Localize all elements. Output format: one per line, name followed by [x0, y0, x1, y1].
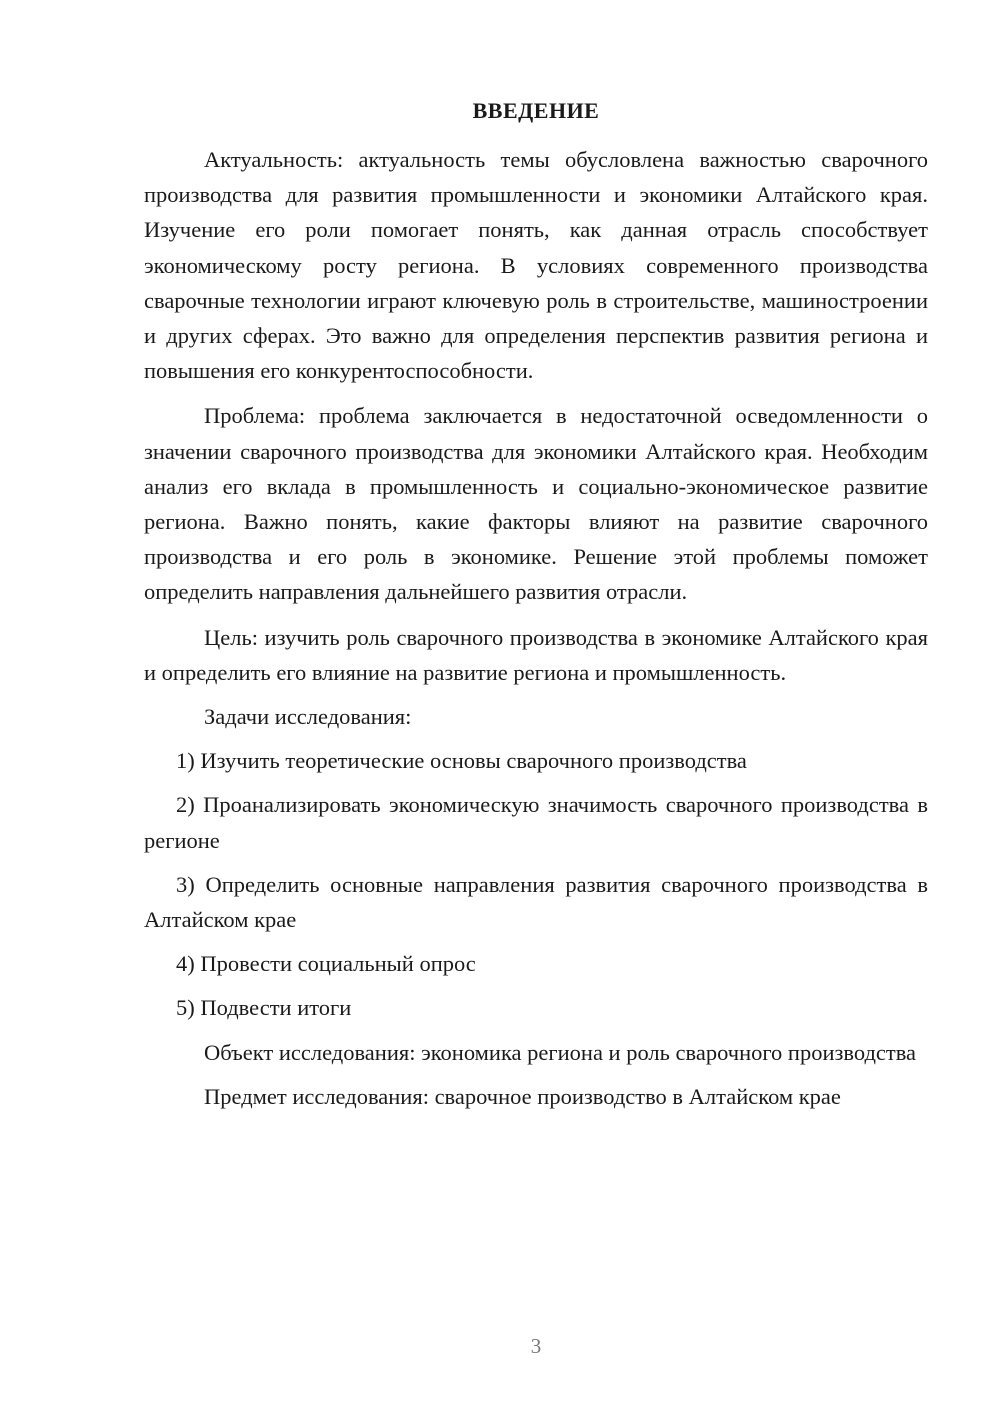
- document-page: [144, 0, 928, 1414]
- tasks-title: Задачи исследования:: [204, 704, 412, 730]
- task-item: 1) Изучить теоретические основы сварочного производства: [176, 748, 747, 774]
- goal-paragraph: Цель: изучить роль сварочного производства в экономике Алтайского края и определить его влияние на развитие региона и промышленность.: [144, 624, 928, 685]
- task-item: 5) Подвести итоги: [176, 995, 352, 1021]
- relevance-paragraph: Актуальность: актуальность темы обусловлена важностью сварочного производства для развития промышленности и экономики Алтайского края. Изучение его роли помогает понять, как данная отрасль способствует экономическому росту региона. В условиях современного производства сварочные технологии играют ключевую роль в строительстве, машиностроении и других сферах. Это важно для определения перспектив развития региона и повышения его конкурентоспособности.: [144, 147, 928, 384]
- page-number: 3: [530, 1334, 542, 1358]
- object-paragraph: Объект исследования: экономика региона и роль сварочного производства: [204, 1039, 917, 1065]
- task-item: 4) Провести социальный опрос: [176, 951, 476, 977]
- task-item: 3) Определить основные направления развития сварочного производства в Алтайском крае: [144, 871, 928, 933]
- page-content: [144, 142, 928, 1114]
- task-item: 2) Проанализировать экономическую значимость сварочного производства в регионе: [144, 792, 928, 853]
- subject-paragraph: Предмет исследования: сварочное производство в Алтайском крае: [204, 1083, 841, 1109]
- section-heading: ВВЕДЕНИЕ: [472, 98, 600, 123]
- problem-paragraph: Проблема: проблема заключается в недостаточной осведомленности о значении сварочного производства для экономики Алтайского края. Необходим анализ его вклада в промышленность и социально-экономическое развитие региона. Важно понять, какие факторы влияют на развитие сварочного производства и его роль в экономике. Решение этой проблемы поможет определить направления дальнейшего развития отрасли.: [144, 403, 928, 605]
